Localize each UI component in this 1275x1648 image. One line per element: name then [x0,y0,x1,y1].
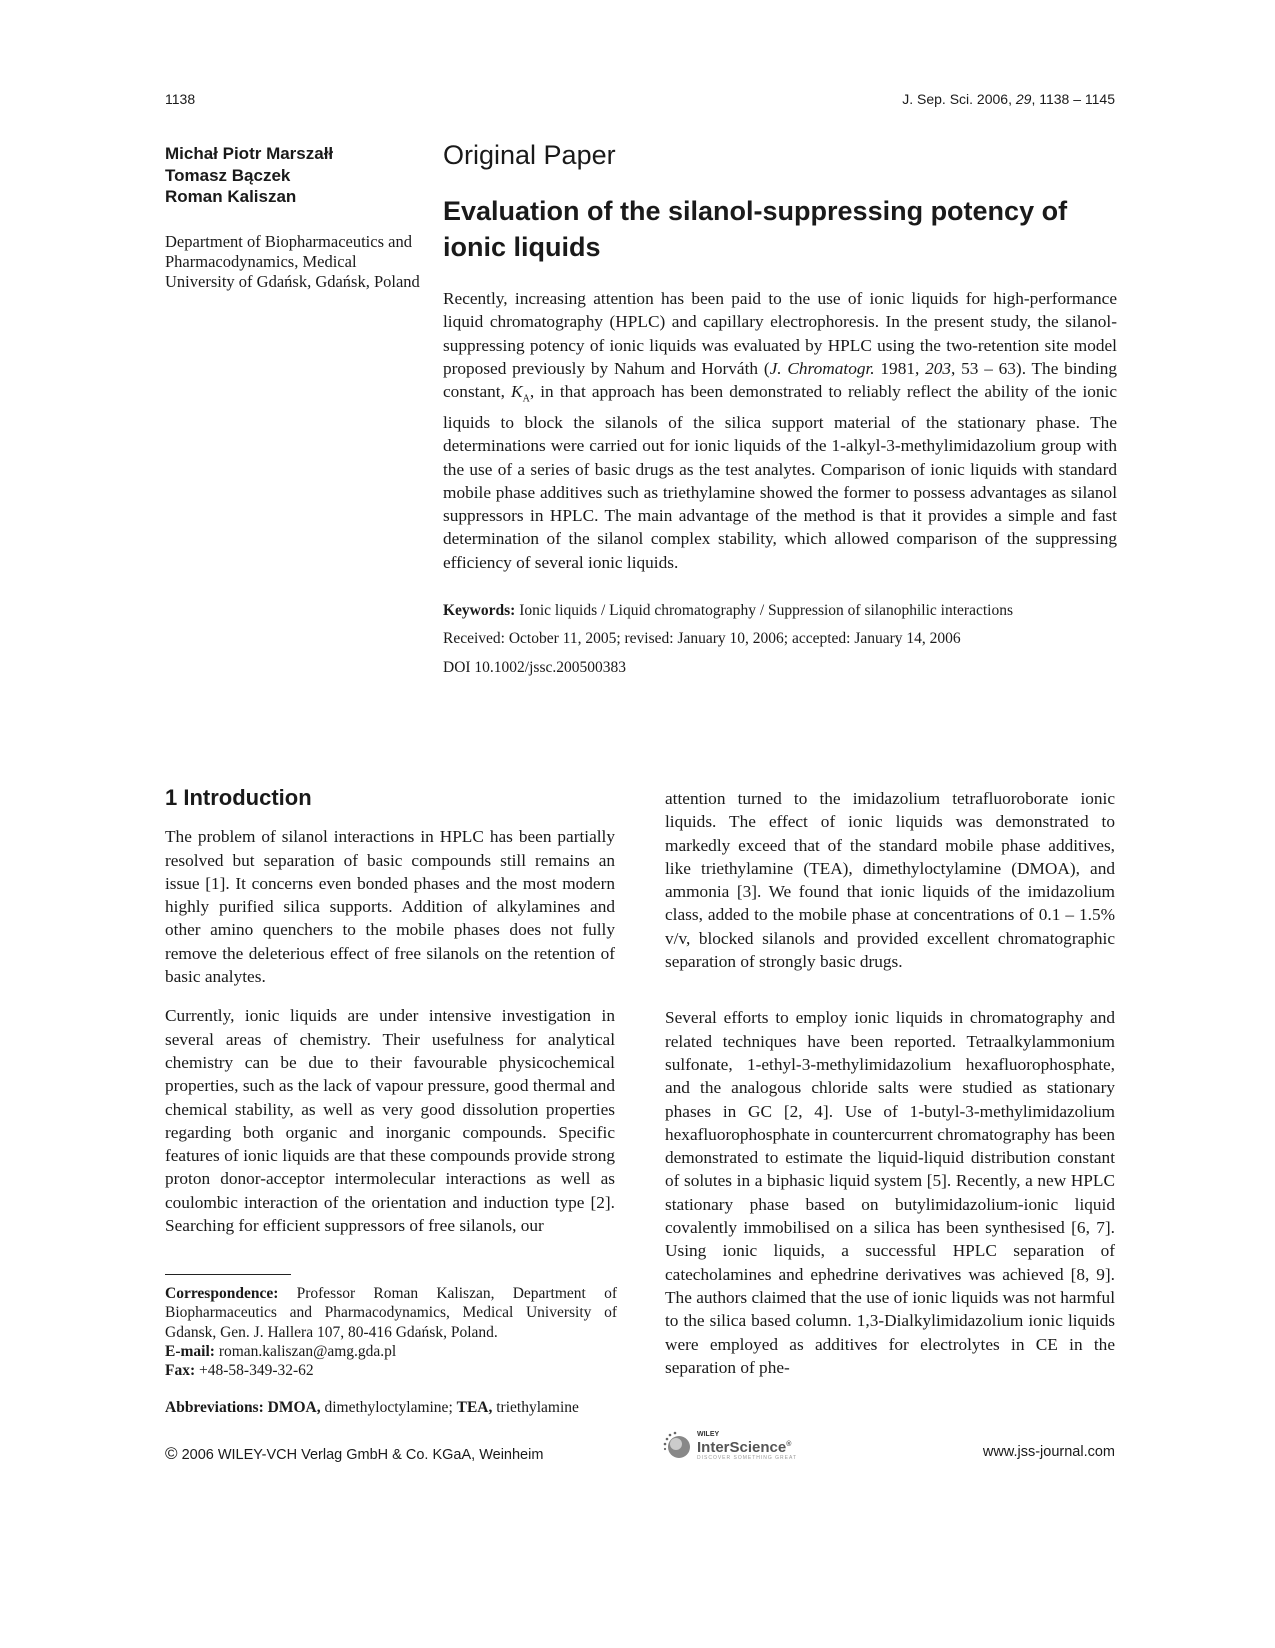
doi: DOI 10.1002/jssc.200500383 [443,659,626,676]
email-label: E-mail: [165,1342,215,1360]
abbreviation-definition: triethylamine [492,1399,579,1416]
paragraph: attention turned to the imidazolium tetrafluoroborate ionic liquids. The effect of ionic liquids was demonstrated to markedly exceed that of the standard mobile phase additives, like triethylamine (TEA), dimethyloctylamine (DMOA), and ammonia [3]. We found that ionic liquids of the imidazolium class, added to the mobile phase at concentrations of 0.1 – 1.5% v/v, blocked silanols and provided excellent chromatographic separation of strongly basic drugs. [665,789,1115,972]
globe-icon [663,1431,693,1461]
keywords [443,602,1123,620]
paragraph: Several efforts to employ ionic liquids in chromatography and related techniques have been reported. Tetraalkylammonium sulfonate, 1-ethyl-3-methylimidazolium hexafluorophosphate, and the analogous chloride salts were studied as stationary phases in GC [2, 4]. Use of 1-butyl-3-methylimidazolium hexafluorophosphate in countercurrent chromatography has been demonstrated to estimate the liquid-liquid distribution constant of solutes in a biphasic liquid system [5]. Recently, a new HPLC stationary phase based on butylimidazolium-ionic liquid covalently immobilised on a silica has been synthesised [6, 7]. Using ionic liquids, a successful HPLC separation of catecholamines and ephedrine derivatives was achieved [8, 9]. The authors claimed that the use of ionic liquids was not harmful to the silica based column. 1,3-Dialkylimidazolium ionic liquids were employed as additives for electrolytes in CE in the separation of phe- [665,1008,1115,1377]
journal-volume: 29 [1015,91,1032,107]
copyright-icon: © [165,1444,178,1463]
abbreviation-term: DMOA, [267,1399,321,1416]
abbreviation-definition: dimethyloctylamine; [320,1399,457,1416]
author: Roman Kaliszan [165,187,297,206]
abstract-text: Recently, increasing attention has been paid to the use of ionic liquids for high-performance liquid chromatography (HPLC) and capillary electrophoresis. In the present study, the silanol-suppressing potency of ionic liquids was evaluated by HPLC using the two-retention site model proposed previously by Nahum and Horváth ( [443,289,1117,378]
author: Tomasz Bączek [165,165,291,185]
logo-name: InterScience [697,1439,787,1456]
right-column [665,787,1115,1395]
journal-pages: , 1138 – 1145 [1031,91,1115,107]
section-heading: 1 Introduction [165,785,312,810]
correspondence-text: Professor Roman Kaliszan, Department of Biopharmaceutics and Pharmacodynamics, Medical University of Gdansk, Gen. J. Hallera 107, 80-416 Gdańsk, Poland. [165,1285,617,1341]
page-number: 1138 [165,91,196,107]
abstract [443,287,1117,574]
keywords-label: Keywords: [443,602,516,619]
author: Michał Piotr Marszałł [165,144,334,163]
binding-constant-subscript: A [522,393,530,405]
abbreviations-label: Abbreviations: [165,1399,264,1416]
logo-tagline: DISCOVER SOMETHING GREAT [697,1455,798,1461]
paper-title: Evaluation of the silanol-suppressing potency of ionic liquids [443,196,1068,262]
journal-website[interactable]: www.jss-journal.com [982,1444,1115,1460]
logo-publisher: WILEY [697,1431,720,1438]
fax-label: Fax: [165,1362,196,1380]
journal-name: J. Sep. Sci. 2006, [902,91,1016,107]
affiliation: Department of Biopharmaceutics and Pharmacodynamics, Medical University of Gdańsk, Gdańsk, Poland [165,232,420,291]
abbreviations-note [165,1398,617,1417]
citation-year: 1981, [874,358,926,378]
abstract-text: , in that approach has been demonstrated to reliably reflect the ability of the ionic liquids to block the silanols of the silica support material of the stationary phase. The determinations were carried out for ionic liquids of the 1-alkyl-3-methylimidazolium group with the use of a series of basic drugs as the test analytes. Comparison of ionic liquids with standard mobile phase additives such as triethylamine showed the former to possess advantages as silanol suppressors in HPLC. The main advantage of the method is that it provides a simple and fast determination of the silanol complex stability, which allowed comparison of the suppressing efficiency of several ionic liquids. [443,382,1118,572]
registered-mark: ® [786,1441,792,1448]
paragraph: The problem of silanol interactions in HPLC has been partially resolved but separation of basic compounds still remains an issue [1]. It concerns even bonded phases and the most modern highly purified silica supports. Addition of alkylamines and other amino quenchers to the mobile phases does not fully remove the deleterious effect of free silanols on the retention of basic analytes. [165,827,615,987]
paragraph: Currently, ionic liquids are under intensive investigation in several areas of chemistry. Their usefulness for analytical chemistry can be due to their favourable physicochemical properties, such as the lack of vapour pressure, good thermal and chemical stability, as well as very good dissolution properties regarding both organic and inorganic compounds. Specific features of ionic liquids are that these compounds provide strong proton donor-acceptor intermolecular interactions as well as coulombic interaction of the orientation and induction type [2]. Searching for efficient suppressors of free silanols, our [165,1006,615,1236]
copyright-text: 2006 WILEY-VCH Verlag GmbH & Co. KGaA, Weinheim [181,1447,544,1463]
email-link[interactable]: roman.kaliszan@amg.gda.pl [214,1342,397,1360]
correspondence-label: Correspondence: [165,1285,279,1302]
binding-constant-symbol: K [511,382,523,402]
citation-journal: J. Chromatogr. [769,358,875,378]
left-column [165,786,615,1253]
copyright [165,1444,543,1464]
correspondence-note [165,1284,617,1380]
received-dates: Received: October 11, 2005; revised: January 10, 2006; accepted: January 14, 2006 [443,630,961,647]
paper-type: Original Paper [443,140,616,170]
abbreviation-term: TEA, [456,1399,493,1416]
interscience-logo [663,1431,797,1461]
footnote-divider [165,1274,291,1275]
journal-reference [902,91,1115,107]
author-list [165,143,333,208]
fax-number: +48-58-349-32-62 [195,1362,314,1380]
keywords-text: Ionic liquids / Liquid chromatography / Suppression of silanophilic interactions [515,602,1013,619]
citation-volume: 203 [925,358,952,378]
citation-pages: , 53 – 63). The binding constant, [443,358,1117,402]
